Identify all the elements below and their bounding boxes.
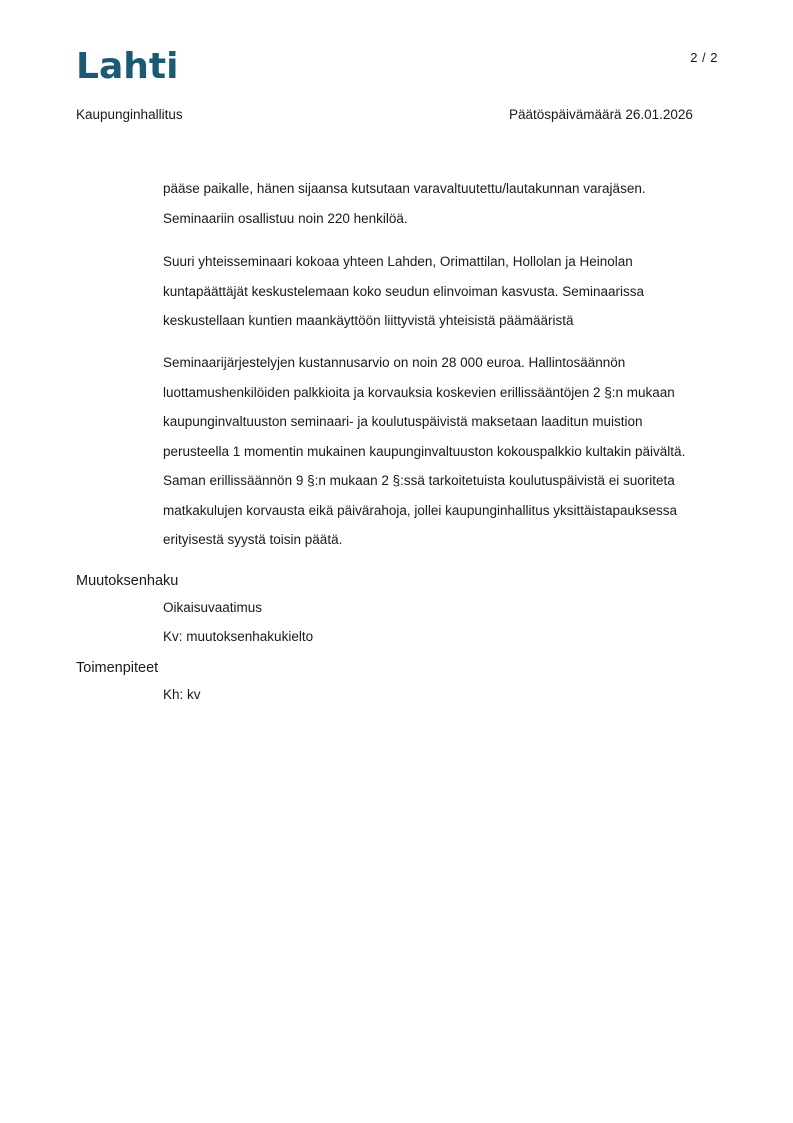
section-heading-muutoksenhaku: Muutoksenhaku	[76, 573, 179, 589]
organization-name: Kaupunginhallitus	[76, 107, 183, 122]
body-paragraph: pääse paikalle, hänen sijaansa kutsutaan varavaltuutettu/lautakunnan varajäsen. Seminaariin osallistuu noin 220 henkilöä.	[163, 181, 646, 226]
body-paragraph: Suuri yhteisseminaari kokoaa yhteen Lahden, Orimattilan, Hollolan ja Heinolan kuntapäättäjät keskustelemaan koko seudun elinvoiman kasvusta. Seminaarissa keskustellaan kuntien maankäyttöön liittyvistä yhteisistä päämääristä	[163, 254, 645, 328]
body-paragraph: Seminaarijärjestelyjen kustannusarvio on noin 28 000 euroa. Hallintosäännön luottamushenkilöiden palkkioita ja korvauksia koskevien erillissääntöjen 2 §:n mukaan kaupunginvaltuuston seminaari- ja koulutuspäivistä maksetaan laaditun muistion perusteella 1 momentin mukainen kaupunginvaltuuston kokouspalkkio kultakin päivältä. Saman erillissäännön 9 §:n mukaan 2 §:ssä tarkoitetuista koulutuspäivistä ei suoriteta matkakulujen korvausta eikä päivärahoja, jollei kaupunginhallitus yksittäistapauksessa erityisestä syystä toisin päätä.	[163, 355, 686, 547]
logo-wordmark: Lahti	[76, 46, 179, 87]
muutoksenhaku-item: Oikaisuvaatimus	[163, 600, 263, 615]
decision-date: Päätöspäivämäärä 26.01.2026	[509, 107, 693, 122]
muutoksenhaku-item: Kv: muutoksenhakukielto	[163, 629, 314, 644]
lahti-logo	[76, 46, 179, 87]
section-heading-toimenpiteet: Toimenpiteet	[76, 660, 159, 676]
toimenpiteet-item: Kh: kv	[163, 687, 201, 702]
page-number: 2 / 2	[690, 50, 718, 65]
